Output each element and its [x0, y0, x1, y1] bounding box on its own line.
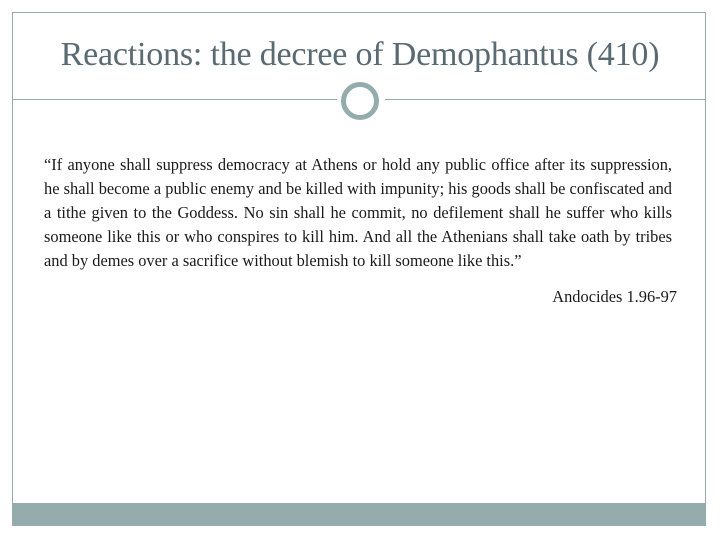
divider-circle-ornament [341, 82, 379, 120]
source-citation: Andocides 1.96-97 [552, 287, 677, 306]
footer-bar [12, 503, 706, 526]
slide-title: Reactions: the decree of Demophantus (410) [60, 36, 660, 73]
title-divider-right [385, 99, 706, 100]
title-divider-left [12, 99, 337, 100]
decree-quote: “If anyone shall suppress democracy at Athens or hold any public office after its suppression, he shall become a public enemy and be killed with impunity; his goods shall be confiscated and a tithe given to the Goddess. No sin shall he commit, no defilement shall he suffer who kills someone like this or who conspires to kill him. And all the Athenians shall take oath by tribes and by demes over a sacrifice without blemish to kill someone like this.” [44, 155, 672, 270]
